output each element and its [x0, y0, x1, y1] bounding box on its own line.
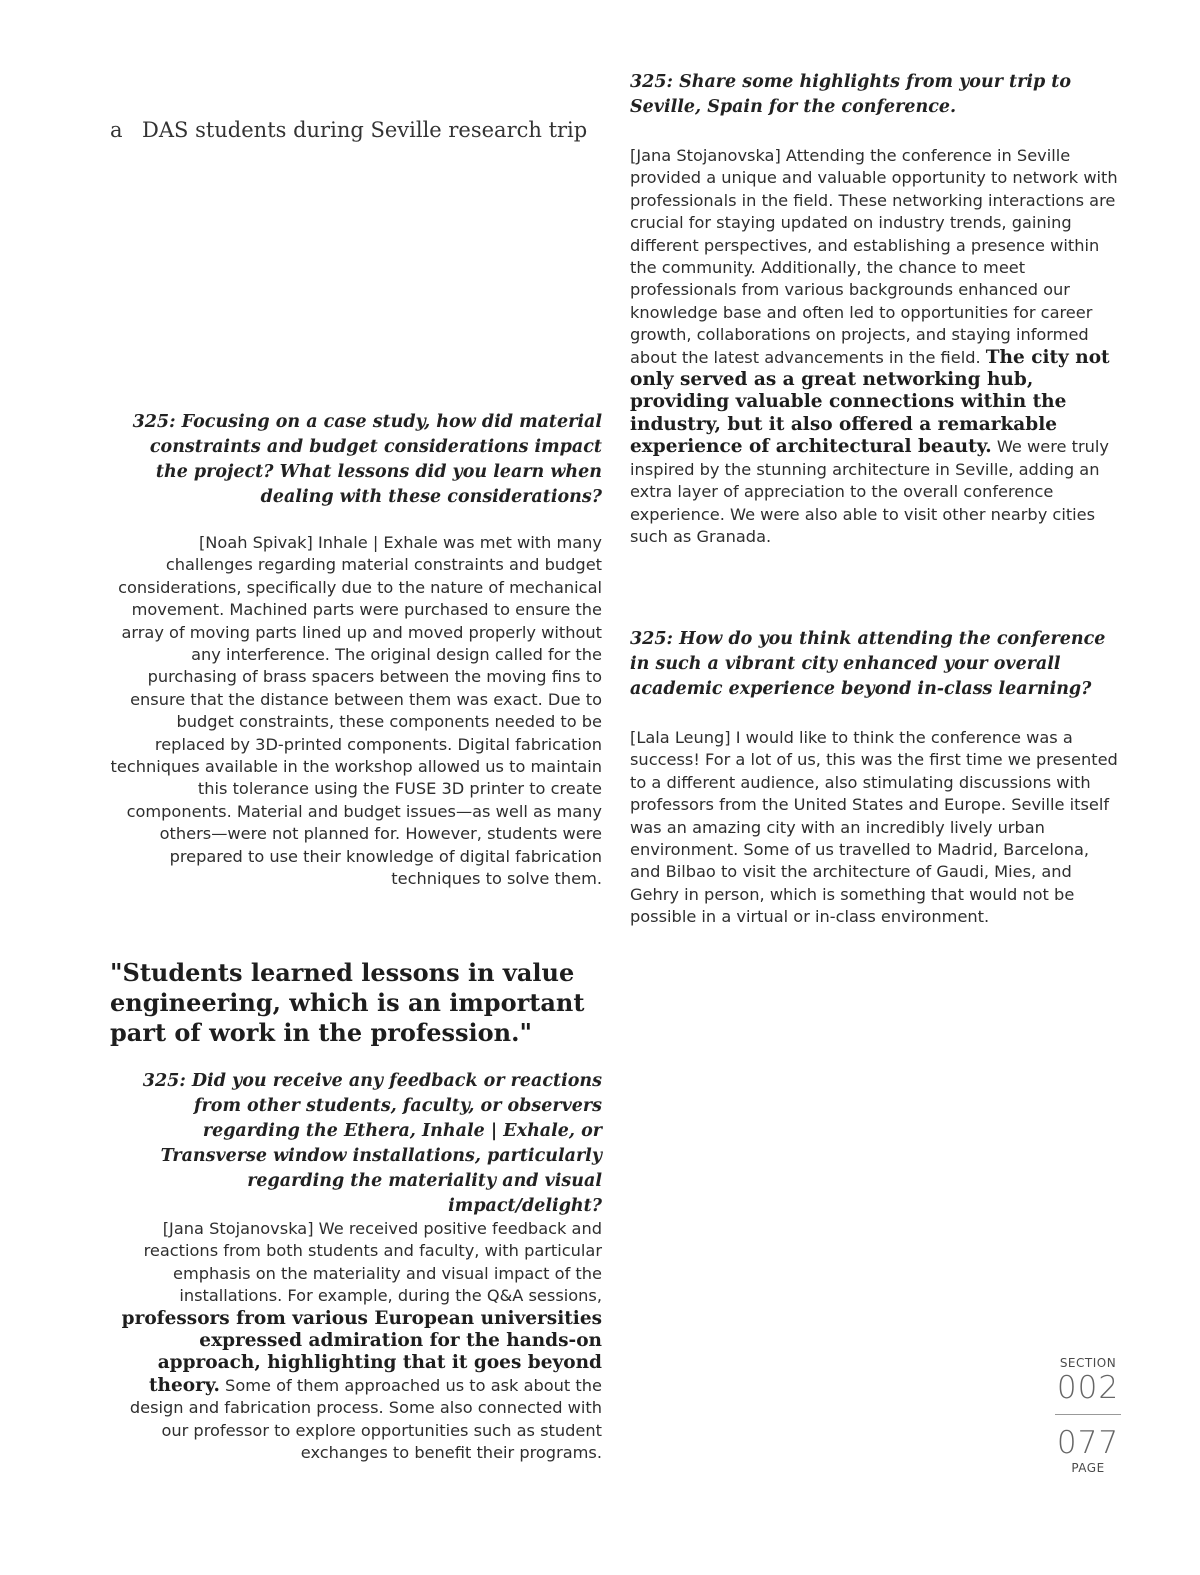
pull-quote-text: "Students learned lessons in value engineering, which is an important part of work in the profession."	[110, 958, 585, 1047]
answer-jana-feedback	[110, 1218, 602, 1464]
question-material-constraints	[128, 410, 602, 510]
question-feedback	[110, 1069, 602, 1219]
pager-divider	[1055, 1414, 1121, 1415]
answer-highlight: professors from various European universities expressed admiration for the hands-on approach, highlighting that it goes beyond theory.	[121, 1307, 602, 1396]
answer-text: [Noah Spivak] Inhale | Exhale was met with many challenges regarding material constraints and budget considerations, specifically due to the nature of mechanical movement. Machined parts were purchased to ensure the array of moving parts lined up and moved properly without any interference. The original design called for the purchasing of brass spacers between the moving fins to ensure that the distance between them was exact. Due to budget constraints, these components needed to be replaced by 3D-printed components. Digital fabrication techniques available in the workshop allowed us to maintain this tolerance using the FUSE 3D printer to create components. Material and budget issues—as well as many others—were not planned for. However, students were prepared to use their knowledge of digital fabrication techniques to solve them.	[110, 533, 602, 889]
question-text: 325: Share some highlights from your trip to Seville, Spain for the conference.	[630, 72, 1072, 117]
pull-quote	[110, 958, 602, 1048]
question-text: 325: How do you think attending the conference in such a vibrant city enhanced your overall academic experience beyond in-class learning?	[630, 629, 1106, 699]
answer-text	[630, 145, 1122, 548]
section-label: SECTION	[1059, 1356, 1117, 1370]
answer-text-start: [Jana Stojanovska] We received positive feedback and reactions from both students and faculty, with particular emphasis on the materiality and visual impact of the installations. For example, during the Q&A sessions,	[143, 1219, 602, 1306]
question-vibrant-city	[630, 627, 1122, 702]
page-number: 077	[1056, 1425, 1120, 1461]
answer-text-end: Some of them approached us to ask about the design and fabrication process. Some also connected with our professor to explore opportunities such as student exchanges to benefit their programs.	[129, 1375, 602, 1463]
caption-letter: a	[110, 118, 123, 142]
answer-highlight: The city not only served as a great networking hub, providing valuable connections within the industry, but it also offered a remarkable experience of architectural beauty.	[630, 346, 1110, 458]
answer-jana-seville	[630, 145, 1122, 548]
answer-text	[110, 1218, 602, 1464]
question-text: 325: Focusing on a case study, how did material constraints and budget considerations impact the project? What lessons did you learn when dealing with these considerations?	[132, 412, 602, 507]
answer-text-start: [Jana Stojanovska] Attending the conference in Seville provided a unique and valuable opportunity to network with professionals in the field. These networking interactions are crucial for staying updated on industry trends, gaining different perspectives, and establishing a presence within the community. Additionally, the chance to meet professionals from various backgrounds enhanced our knowledge base and often led to opportunities for career growth, collaborations on projects, and staying informed about the latest advancements in the field.	[630, 146, 1118, 367]
page-marker	[1055, 1356, 1121, 1475]
answer-noah-spivak	[110, 532, 602, 891]
question-seville-highlights	[630, 70, 1122, 120]
answer-lala-leung	[630, 727, 1122, 929]
section-number: 002	[1056, 1370, 1120, 1406]
page-label: PAGE	[1071, 1461, 1105, 1475]
photo-caption	[110, 116, 600, 144]
question-text: 325: Did you receive any feedback or reactions from other students, faculty, or observers regarding the Ethera, Inhale | Exhale, or Transverse window installations, particularly regarding the materiality and visual impact/delight?	[142, 1071, 602, 1216]
answer-text-end: We were truly inspired by the stunning architecture in Seville, adding an extra layer of appreciation to the overall conference experience. We were also able to visit other nearby cities such as Granada.	[630, 437, 1109, 546]
answer-text: [Lala Leung] I would like to think the conference was a success! For a lot of us, this was the first time we presented to a different audience, also stimulating discussions with professors from the United States and Europe. Seville itself was an amazing city with an incredibly lively urban environment. Some of us travelled to Madrid, Barcelona, and Bilbao to visit the architecture of Gaudi, Mies, and Gehry in person, which is something that would not be possible in a virtual or in-class environment.	[630, 728, 1118, 927]
caption-text: DAS students during Seville research trip	[142, 118, 588, 142]
